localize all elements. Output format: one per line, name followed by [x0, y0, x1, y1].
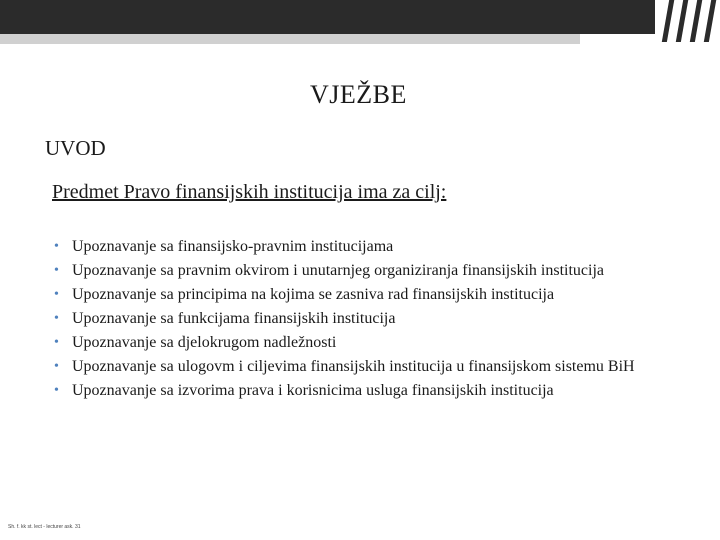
- bullet-text: Upoznavanje sa funkcijama finansijskih institucija: [72, 310, 396, 327]
- bullet-dot-icon: •: [54, 335, 59, 350]
- bullet-dot-icon: •: [54, 311, 59, 326]
- bullet-dot-icon: •: [54, 359, 59, 374]
- bullet-text: Upoznavanje sa izvorima prava i korisnicima usluga finansijskih institucija: [72, 382, 554, 399]
- bullet-dot-icon: •: [54, 383, 59, 398]
- header-light-band: [0, 34, 580, 44]
- bullet-text: Upoznavanje sa finansijsko-pravnim institucijama: [72, 238, 394, 255]
- bullet-item: [52, 355, 652, 379]
- bullet-dot-icon: •: [54, 239, 59, 254]
- corner-stripes: [655, 0, 720, 42]
- slide-title: VJEŽBE: [310, 80, 407, 109]
- bullet-text: Upoznavanje sa djelokrugom nadležnosti: [72, 334, 337, 351]
- bullet-item: [52, 307, 652, 331]
- bullet-item: [52, 259, 652, 283]
- header-decoration: [0, 0, 720, 42]
- bullet-text: Upoznavanje sa pravnim okvirom i unutarnjeg organiziranja finansijskih institucija: [72, 262, 605, 279]
- header-dark-band: [0, 0, 655, 34]
- slide-subtitle: UVOD: [45, 136, 106, 160]
- bullet-dot-icon: •: [54, 263, 59, 278]
- bullet-item: [52, 331, 652, 355]
- bullet-item: [52, 283, 652, 307]
- bullet-item: [52, 235, 652, 259]
- bullet-text: Upoznavanje sa ulogovm i ciljevima finansijskih institucija u finansijskom sistemu BiH: [72, 358, 635, 375]
- bullet-list: [52, 235, 652, 403]
- slide-footer: Sh. f. kk st. lect - lecturer ask. 31: [8, 524, 81, 530]
- bullet-dot-icon: •: [54, 287, 59, 302]
- bullet-text: Upoznavanje sa principima na kojima se zasniva rad finansijskih institucija: [72, 286, 555, 303]
- bullet-item: [52, 379, 652, 403]
- section-heading: Predmet Pravo finansijskih institucija ima za cilj:: [52, 181, 447, 203]
